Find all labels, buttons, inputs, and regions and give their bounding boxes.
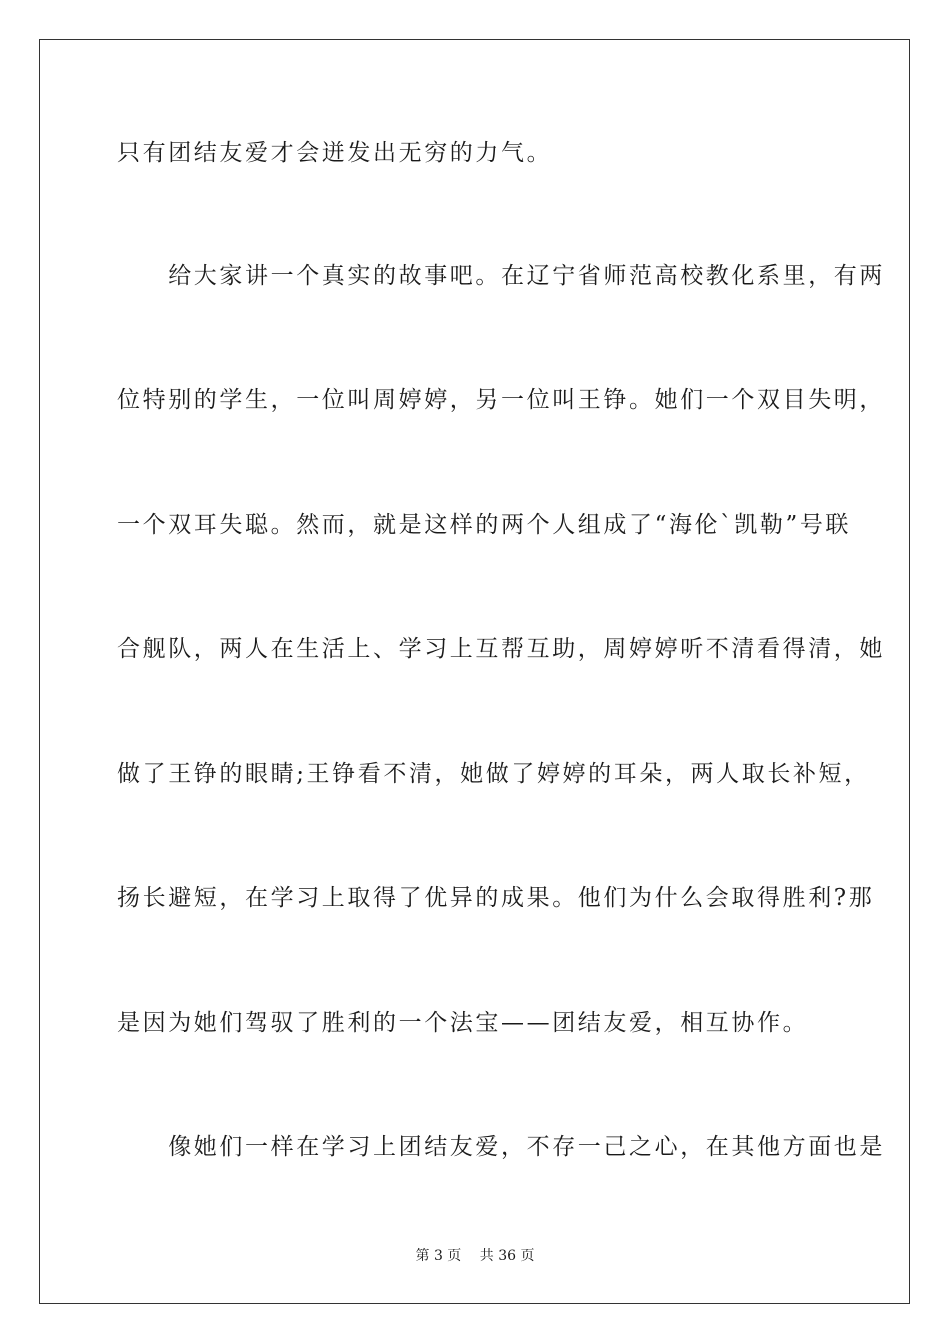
text-line: 给大家讲一个真实的故事吧。在辽宁省师范高校教化系里，有两 (117, 263, 885, 289)
text-line: 位特别的学生，一位叫周婷婷，另一位叫王铮。她们一个双目失明， (117, 387, 885, 413)
text-line: 扬长避短，在学习上取得了优异的成果。他们为什么会取得胜利?那 (117, 885, 875, 911)
text-line: 合舰队，两人在生活上、学习上互帮互助，周婷婷听不清看得清，她 (117, 636, 885, 662)
page-number-footer: 第 3 页 共 36 页 (415, 1248, 535, 1264)
text-line: 是因为她们驾驭了胜利的一个法宝——团结友爱，相互协作。 (117, 1010, 809, 1036)
text-line: 做了王铮的眼睛;王铮看不清，她做了婷婷的耳朵，两人取长补短， (117, 761, 870, 787)
text-line: 像她们一样在学习上团结友爱，不存一己之心，在其他方面也是 (117, 1134, 885, 1160)
text-line: 一个双耳失聪。然而，就是这样的两个人组成了“海伦`凯勒”号联 (117, 512, 852, 538)
page-border (39, 39, 910, 1304)
text-line: 只有团结友爱才会迸发出无穷的力气。 (117, 140, 553, 166)
